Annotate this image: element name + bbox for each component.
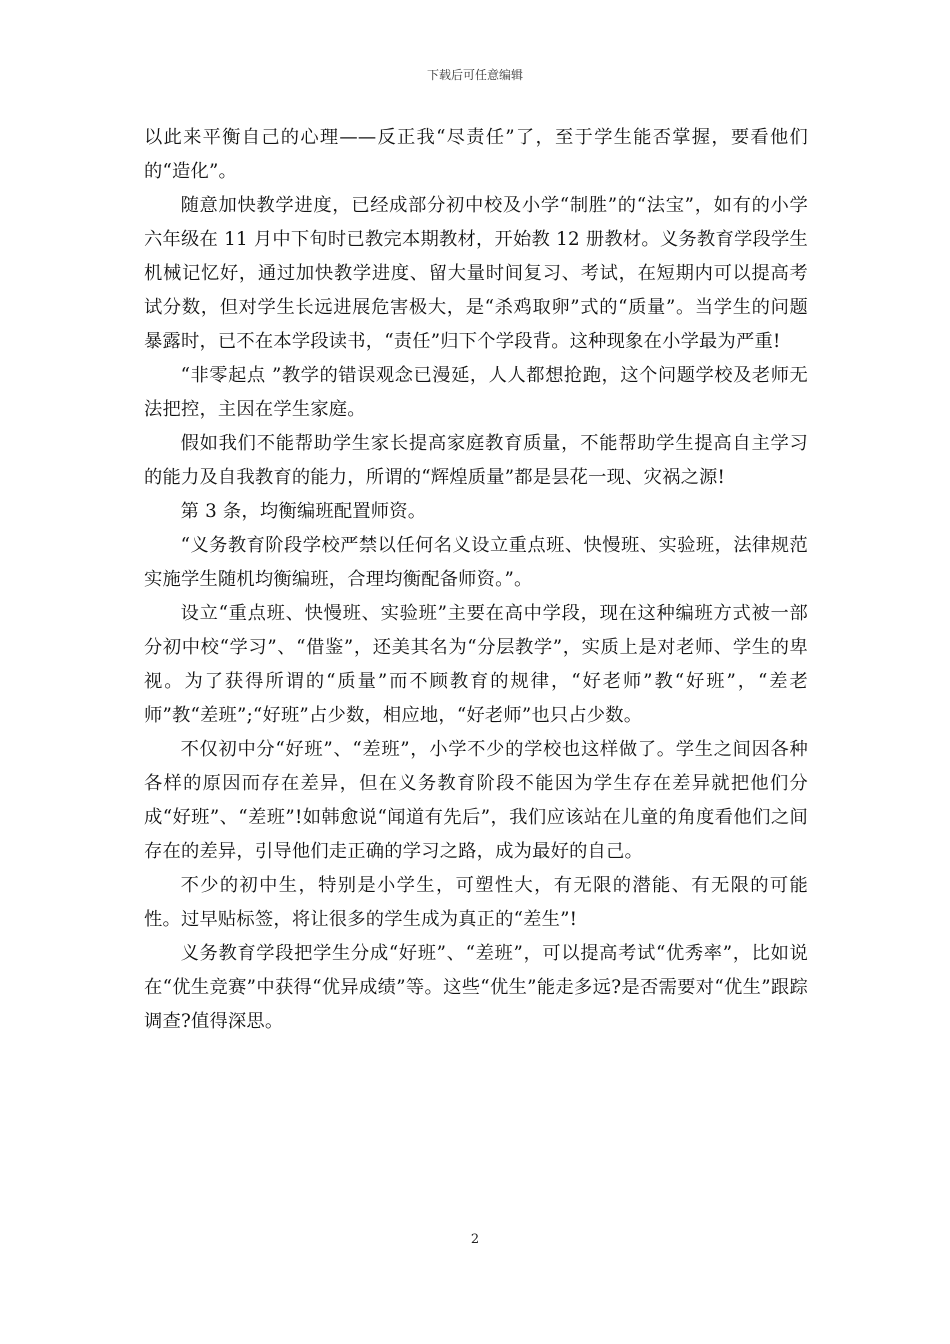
paragraph-9: 不少的初中生，特别是小学生，可塑性大，有无限的潜能、有无限的可能性。过早贴标签，将让很多的学生成为真正的“差生”! — [144, 875, 808, 930]
document-body — [144, 121, 808, 1039]
paragraph-6: “义务教育阶段学校严禁以任何名义设立重点班、快慢班、实验班，法律规范实施学生随机均衡编班，合理均衡配备师资。”。 — [144, 535, 808, 590]
paragraph-1: 以此来平衡自己的心理——反正我“尽责任”了，至于学生能否掌握，要看他们的“造化”。 — [144, 127, 808, 182]
paragraph-8: 不仅初中分“好班”、“差班”，小学不少的学校也这样做了。学生之间因各种各样的原因而存在差异，但在义务教育阶段不能因为学生存在差异就把他们分成“好班”、“差班”!如韩愈说“闻道有先后”，我们应该站在儿童的角度看他们之间存在的差异，引导他们走正确的学习之路，成为最好的自己。 — [144, 739, 808, 862]
paragraph-5: 第 3 条，均衡编班配置师资。 — [180, 501, 427, 522]
paragraph-4: 假如我们不能帮助学生家长提高家庭教育质量，不能帮助学生提高自主学习的能力及自我教育的能力，所谓的“辉煌质量”都是昙花一现、灾祸之源! — [144, 433, 808, 488]
paragraph-10: 义务教育学段把学生分成“好班”、“差班”，可以提高考试“优秀率”，比如说在“优生竞赛”中获得“优异成绩”等。这些“优生”能走多远?是否需要对“优生”跟踪调查?值得深思。 — [144, 943, 808, 1032]
page-number: 2 — [470, 1232, 480, 1247]
paragraph-3: “非零起点 ”教学的错误观念已漫延，人人都想抢跑，这个问题学校及老师无法把控，主因在学生家庭。 — [144, 365, 808, 420]
page-header: 下载后可任意编辑 — [426, 68, 523, 82]
paragraph-2: 随意加快教学进度，已经成部分初中校及小学“制胜”的“法宝”，如有的小学六年级在 11 月中下旬时已教完本期教材，开始教 12 册教材。义务教育学段学生机械记忆好，通过加快教学进度、留大量时间复习、考试，在短期内可以提高考试分数，但对学生长远进展危害极大，是“杀鸡取卵”式的“质量”。当学生的问题暴露时，已不在本学段读书，“责任”归下个学段背。这种现象在小学最为严重! — [144, 195, 808, 352]
paragraph-7: 设立“重点班、快慢班、实验班”主要在高中学段，现在这种编班方式被一部分初中校“学习”、“借鉴”，还美其名为“分层教学”，实质上是对老师、学生的卑视。为了获得所谓的“质量”而不顾教育的规律，“好老师”教“好班”，“差老师”教“差班”;“好班”占少数，相应地，“好老师”也只占少数。 — [144, 603, 808, 726]
